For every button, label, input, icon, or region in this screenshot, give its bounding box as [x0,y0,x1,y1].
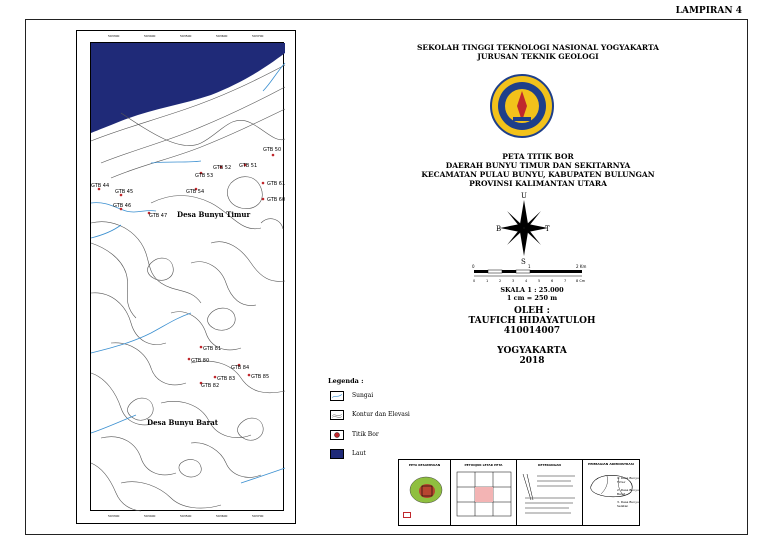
author-oleh: OLEH : [514,306,550,316]
legend-item-river [330,391,450,403]
km-tick-1: 1 [528,264,531,269]
place-year-block [470,346,594,366]
label-gtb61: GTB 61 [267,181,286,187]
river-symbol-icon [330,391,344,401]
author-block [440,306,624,336]
city: YOGYAKARTA [497,346,567,356]
admin-item-3: 3. Desa Bunyu Selatan [617,500,639,508]
legend-label-river: Sungai [352,392,374,399]
cm-tick-1: 1 [486,279,489,283]
map-title-block [388,152,688,188]
contour-symbol-icon [330,410,344,420]
coord-top-1: 593300 [108,34,120,38]
coord-bottom-4: 593600 [216,514,228,518]
cm-tick-0: 0 [473,279,476,283]
coord-top-2: 593400 [144,34,156,38]
index-grid-icon [457,472,511,516]
department-name: JURUSAN TEKNIK GEOLOGI [477,52,599,61]
label-gtb45: GTB 45 [115,189,134,195]
label-gtb50: GTB 50 [263,147,282,153]
institution-name: SEKOLAH TINGGI TEKNOLOGI NASIONAL YOGYAKARTA [417,43,659,52]
map-title-line3: KECAMATAN PULAU BUNYU, KABUPATEN BULUNGAN [421,170,655,179]
inset-location-title: PETA KESAMPAIAN [408,463,441,467]
institution-block [388,43,688,61]
admin-division-panel [582,459,640,526]
appendix-label: LAMPIRAN 4 [675,6,742,16]
admin-title: PEMBAGIAN ADMINISTRASI [588,462,634,466]
scale-text [470,286,594,302]
label-gtb84: GTB 84 [231,365,250,371]
island-location-icon [407,470,445,510]
label-gtb46: GTB 46 [113,203,132,209]
author-name: TAUFICH HIDAYATULOH [468,316,596,326]
coord-top-4: 593600 [216,34,228,38]
compass-south: S [521,258,526,266]
cm-tick-4: 4 [525,279,528,283]
borehole-gtb60 [262,198,265,201]
admin-item-2: 2. Desa Bunyu Barat [617,488,639,496]
institution-logo [489,73,555,139]
scale-bar [472,262,592,288]
coord-bottom-3: 593500 [180,514,192,518]
km-tick-0: 0 [472,264,475,269]
compass-north: U [521,192,527,200]
label-gtb80: GTB 80 [191,358,210,364]
label-gtb81: GTB 81 [203,346,222,352]
compass-rose-icon [497,192,551,264]
borehole-symbol-icon [330,430,344,440]
cm-tick-6: 6 [551,279,554,283]
coord-top-5: 593700 [252,34,264,38]
borehole-gtb85 [248,374,251,377]
inset-index-map [451,460,517,525]
inset-notes-title: KETERANGAN [538,463,561,467]
inset-notes [517,460,583,525]
label-gtb85: GTB 85 [251,374,270,380]
coord-bottom-2: 593400 [144,514,156,518]
cm-tick-5: 5 [538,279,541,283]
borehole-labels [91,147,285,389]
label-gtb83: GTB 83 [217,376,236,382]
label-gtb47: GTB 47 [149,213,168,219]
scale-ratio: SKALA 1 : 25.000 [500,286,564,294]
legend-label-contour: Kontur dan Elevasi [352,411,410,418]
legend-label-borehole: Titik Bor [352,431,379,438]
legend-item-borehole [330,430,450,442]
coord-bottom-5: 593700 [252,514,264,518]
cm-tick-2: 2 [499,279,502,283]
compass-east: T [545,225,550,233]
admin-item-1: 1. Desa Bunyu Timur [617,476,639,484]
map-svg [91,43,285,512]
coord-bottom-1: 593300 [108,514,120,518]
village-bunyu-barat: Desa Bunyu Barat [147,418,219,427]
author-nim: 410014007 [503,326,561,336]
borehole-gtb81 [200,346,203,349]
sea-area [91,43,285,133]
legend-title: Legenda : [328,377,364,385]
sea-symbol-icon [330,449,344,459]
legend-label-sea: Laut [352,450,366,457]
year: 2018 [519,356,545,366]
map-title-line4: PROVINSI KALIMANTAN UTARA [469,179,607,188]
cm-tick-8: 8 Cm [576,279,586,283]
borehole-gtb61 [262,182,265,185]
legend-item-contour [330,410,450,422]
label-gtb44: GTB 44 [91,183,110,189]
label-gtb60: GTB 60 [267,197,286,203]
map-title-line2: DAERAH BUNYU TIMUR DAN SEKITARNYA [445,161,631,170]
village-bunyu-timur: Desa Bunyu Timur [177,210,251,219]
borehole-gtb50 [272,154,275,157]
km-tick-2: 2 Km [576,264,587,269]
label-gtb52: GTB 52 [213,165,232,171]
cm-tick-7: 7 [564,279,567,283]
location-marker-icon [403,512,411,518]
notes-lines-icon [521,470,579,520]
inset-index-title: PETUNJUK LETAK PETA [464,463,503,467]
label-gtb82: GTB 82 [201,383,220,389]
inset-location-map [399,460,451,525]
label-gtb51: GTB 51 [239,163,258,169]
label-gtb54: GTB 54 [186,189,205,195]
contour-lines [91,65,285,511]
borehole-gtb83 [214,376,217,379]
label-gtb53: GTB 53 [195,173,214,179]
cm-tick-3: 3 [512,279,515,283]
compass-west: B [496,225,502,233]
coord-top-3: 593500 [180,34,192,38]
borehole-gtb80 [188,358,191,361]
map-area[interactable] [90,42,284,511]
map-title-line1: PETA TITIK BOR [502,152,574,161]
scale-equivalence: 1 cm = 250 m [506,294,558,302]
